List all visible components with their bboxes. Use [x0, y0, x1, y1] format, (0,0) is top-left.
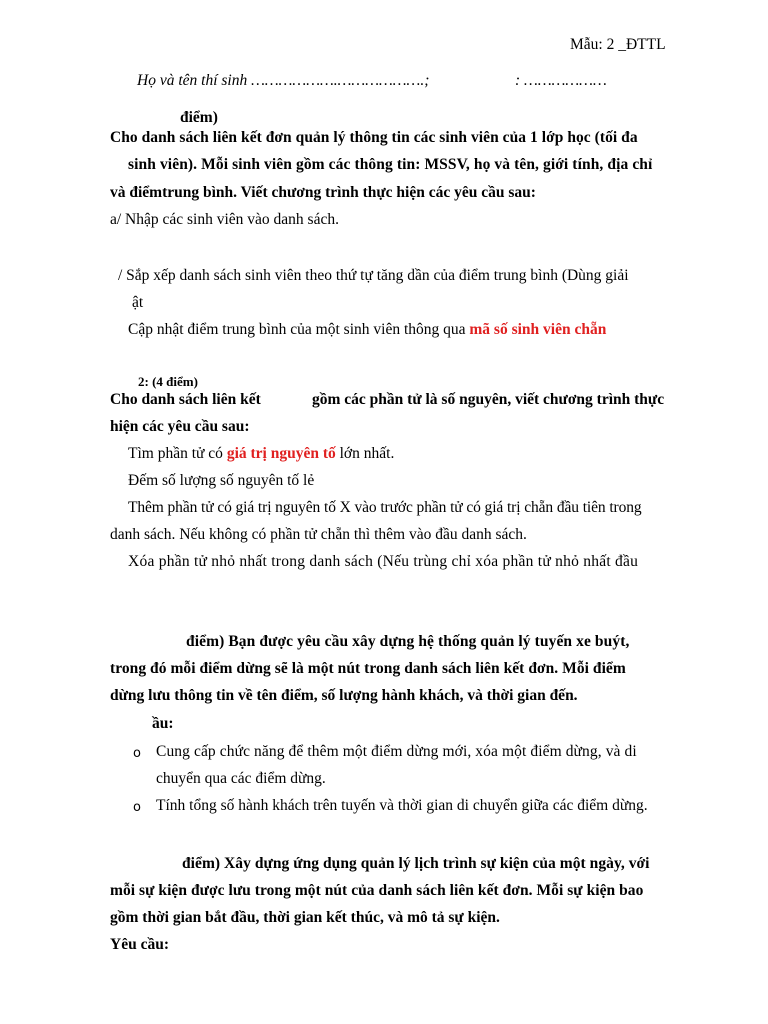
q2-item-1-tail: lớn nhất.	[335, 445, 395, 462]
q3-bullet-1-line-2: chuyển qua các điểm dừng.	[156, 770, 326, 787]
q2-intro-b: gồm các phần tử là số nguyên, viết chương trình thực	[312, 391, 665, 408]
q2-item-3-line-2: danh sách. Nếu không có phần tử chẵn thì thêm vào đầu danh sách.	[110, 526, 527, 543]
q3-bullet-2: Tính tổng số hành khách trên tuyến và thời gian di chuyển giữa các điểm dừng.	[156, 797, 648, 814]
q1-points: điểm)	[180, 109, 218, 126]
q3-requirements-label: ầu:	[152, 715, 174, 732]
q1-item-b: / Sắp xếp danh sách sinh viên theo thứ tự tăng dần của điểm trung bình (Dùng giải	[118, 267, 629, 284]
q1-item-c-text: Cập nhật điểm trung bình của một sinh viên thông qua	[128, 321, 470, 338]
q3-bullet-1-line-1: Cung cấp chức năng để thêm một điểm dừng mới, xóa một điểm dừng, và di	[156, 743, 637, 760]
q4-intro-line-1: điểm) Xây dựng ứng dụng quản lý lịch trình sự kiện của một ngày, với	[182, 855, 650, 872]
bullet-icon: o	[133, 800, 141, 815]
q2-item-4: Xóa phần tử nhỏ nhất trong danh sách (Nếu trùng chỉ xóa phần tử nhỏ nhất đầu	[128, 553, 639, 570]
q2-intro-c: hiện các yêu cầu sau:	[110, 418, 250, 435]
q1-intro-line-1: Cho danh sách liên kết đơn quản lý thông tin các sinh viên của 1 lớp học (tối đa	[110, 129, 638, 146]
q1-item-a: a/ Nhập các sinh viên vào danh sách.	[110, 211, 339, 228]
q2-item-3-line-1: Thêm phần tử có giá trị nguyên tố X vào trước phần tử có giá trị chẵn đầu tiên trong	[128, 499, 642, 516]
q4-requirements-label: Yêu cầu:	[110, 936, 169, 953]
q4-intro-line-2: mỗi sự kiện được lưu trong một nút của danh sách liên kết đơn. Mỗi sự kiện bao	[110, 882, 644, 899]
q2-item-1-text: Tìm phần tử có	[128, 445, 227, 462]
q2-item-2: Đếm số lượng số nguyên tố lẻ	[128, 472, 315, 489]
q3-intro-line-1: điểm) Bạn được yêu cầu xây dựng hệ thống quản lý tuyến xe buýt,	[186, 633, 630, 650]
student-name-line: Họ và tên thí sinh ……………….……………….;	[137, 72, 430, 89]
q1-intro-line-2: sinh viên). Mỗi sinh viên gồm các thông tin: MSSV, họ và tên, giới tính, địa chỉ	[128, 156, 653, 173]
q2-heading: 2: (4 điểm)	[138, 374, 198, 389]
q1-item-c-highlight: mã số sinh viên chẵn	[469, 321, 607, 338]
q3-intro-line-2: trong đó mỗi điểm dừng sẽ là một nút trong danh sách liên kết đơn. Mỗi điểm	[110, 660, 626, 677]
q3-intro-line-3: dừng lưu thông tin về tên điểm, số lượng hành khách, và thời gian đến.	[110, 687, 578, 704]
q2-item-1	[128, 446, 394, 462]
bullet-icon: o	[133, 746, 141, 761]
q4-intro-line-3: gồm thời gian bắt đầu, thời gian kết thúc, và mô tả sự kiện.	[110, 909, 500, 926]
q2-intro-a: Cho danh sách liên kết	[110, 391, 261, 408]
q1-item-b-cont: ật	[132, 294, 144, 311]
q2-item-1-highlight: giá trị nguyên tố	[226, 445, 336, 462]
student-line-tail: : ………………	[515, 72, 607, 89]
q1-item-c	[128, 322, 606, 338]
form-code: Mẫu: 2 _ĐTTL	[570, 36, 666, 53]
q1-intro-line-3: và điểmtrung bình. Viết chương trình thực hiện các yêu cầu sau:	[110, 184, 536, 201]
